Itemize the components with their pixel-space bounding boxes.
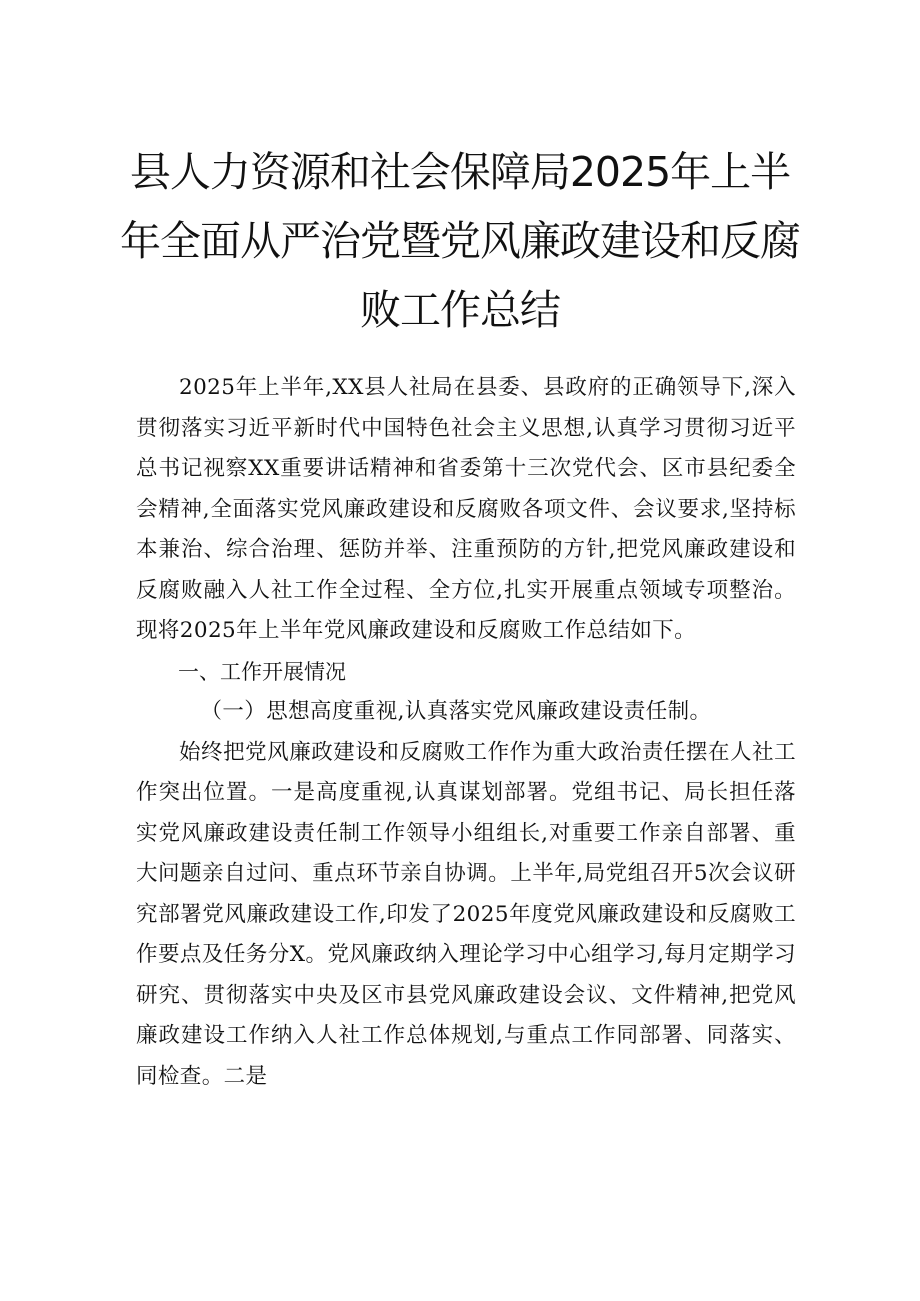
intro-paragraph: 2025年上半年,XX县人社局在县委、县政府的正确领导下,深入贯彻落实习近平新时代中国特色社会主义思想,认真学习贯彻习近平总书记视察XX重要讲话精神和省委第十三次党代会、区市县纪委全会精神,全面落实党风廉政建设和反腐败各项文件、会议要求,坚持标本兼治、综合治理、惩防并举、注重预防的方针,把党风廉政建设和反腐败融入人社工作全过程、全方位,扎实开展重点领域专项整治。现将2025年上半年党风廉政建设和反腐败工作总结如下。 [136, 375, 796, 643]
section-heading: 一、工作开展情况 [178, 659, 346, 684]
document-body [136, 368, 796, 1097]
document-title: 县人力资源和社会保障局2025年上半年全面从严治党暨党风廉政建设和反腐败工作总结 [120, 148, 800, 334]
body-paragraph: 始终把党风廉政建设和反腐败工作作为重大政治责任摆在人社工作突出位置。一是高度重视,认真谋划部署。党组书记、局长担任落实党风廉政建设责任制工作领导小组组长,对重要工作亲自部署、重大问题亲自过问、重点环节亲自协调。上半年,局党组召开5次会议研究部署党风廉政建设工作,印发了2025年度党风廉政建设和反腐败工作要点及任务分X。党风廉政纳入理论学习中心组学习,每月定期学习研究、贯彻落实中央及区市县党风廉政建设会议、文件精神,把党风廉政建设工作纳入人社工作总体规划,与重点工作同部署、同落实、同检查。二是 [136, 739, 796, 1089]
subsection-heading: （一）思想高度重视,认真落实党风廉政建设责任制。 [200, 699, 712, 724]
